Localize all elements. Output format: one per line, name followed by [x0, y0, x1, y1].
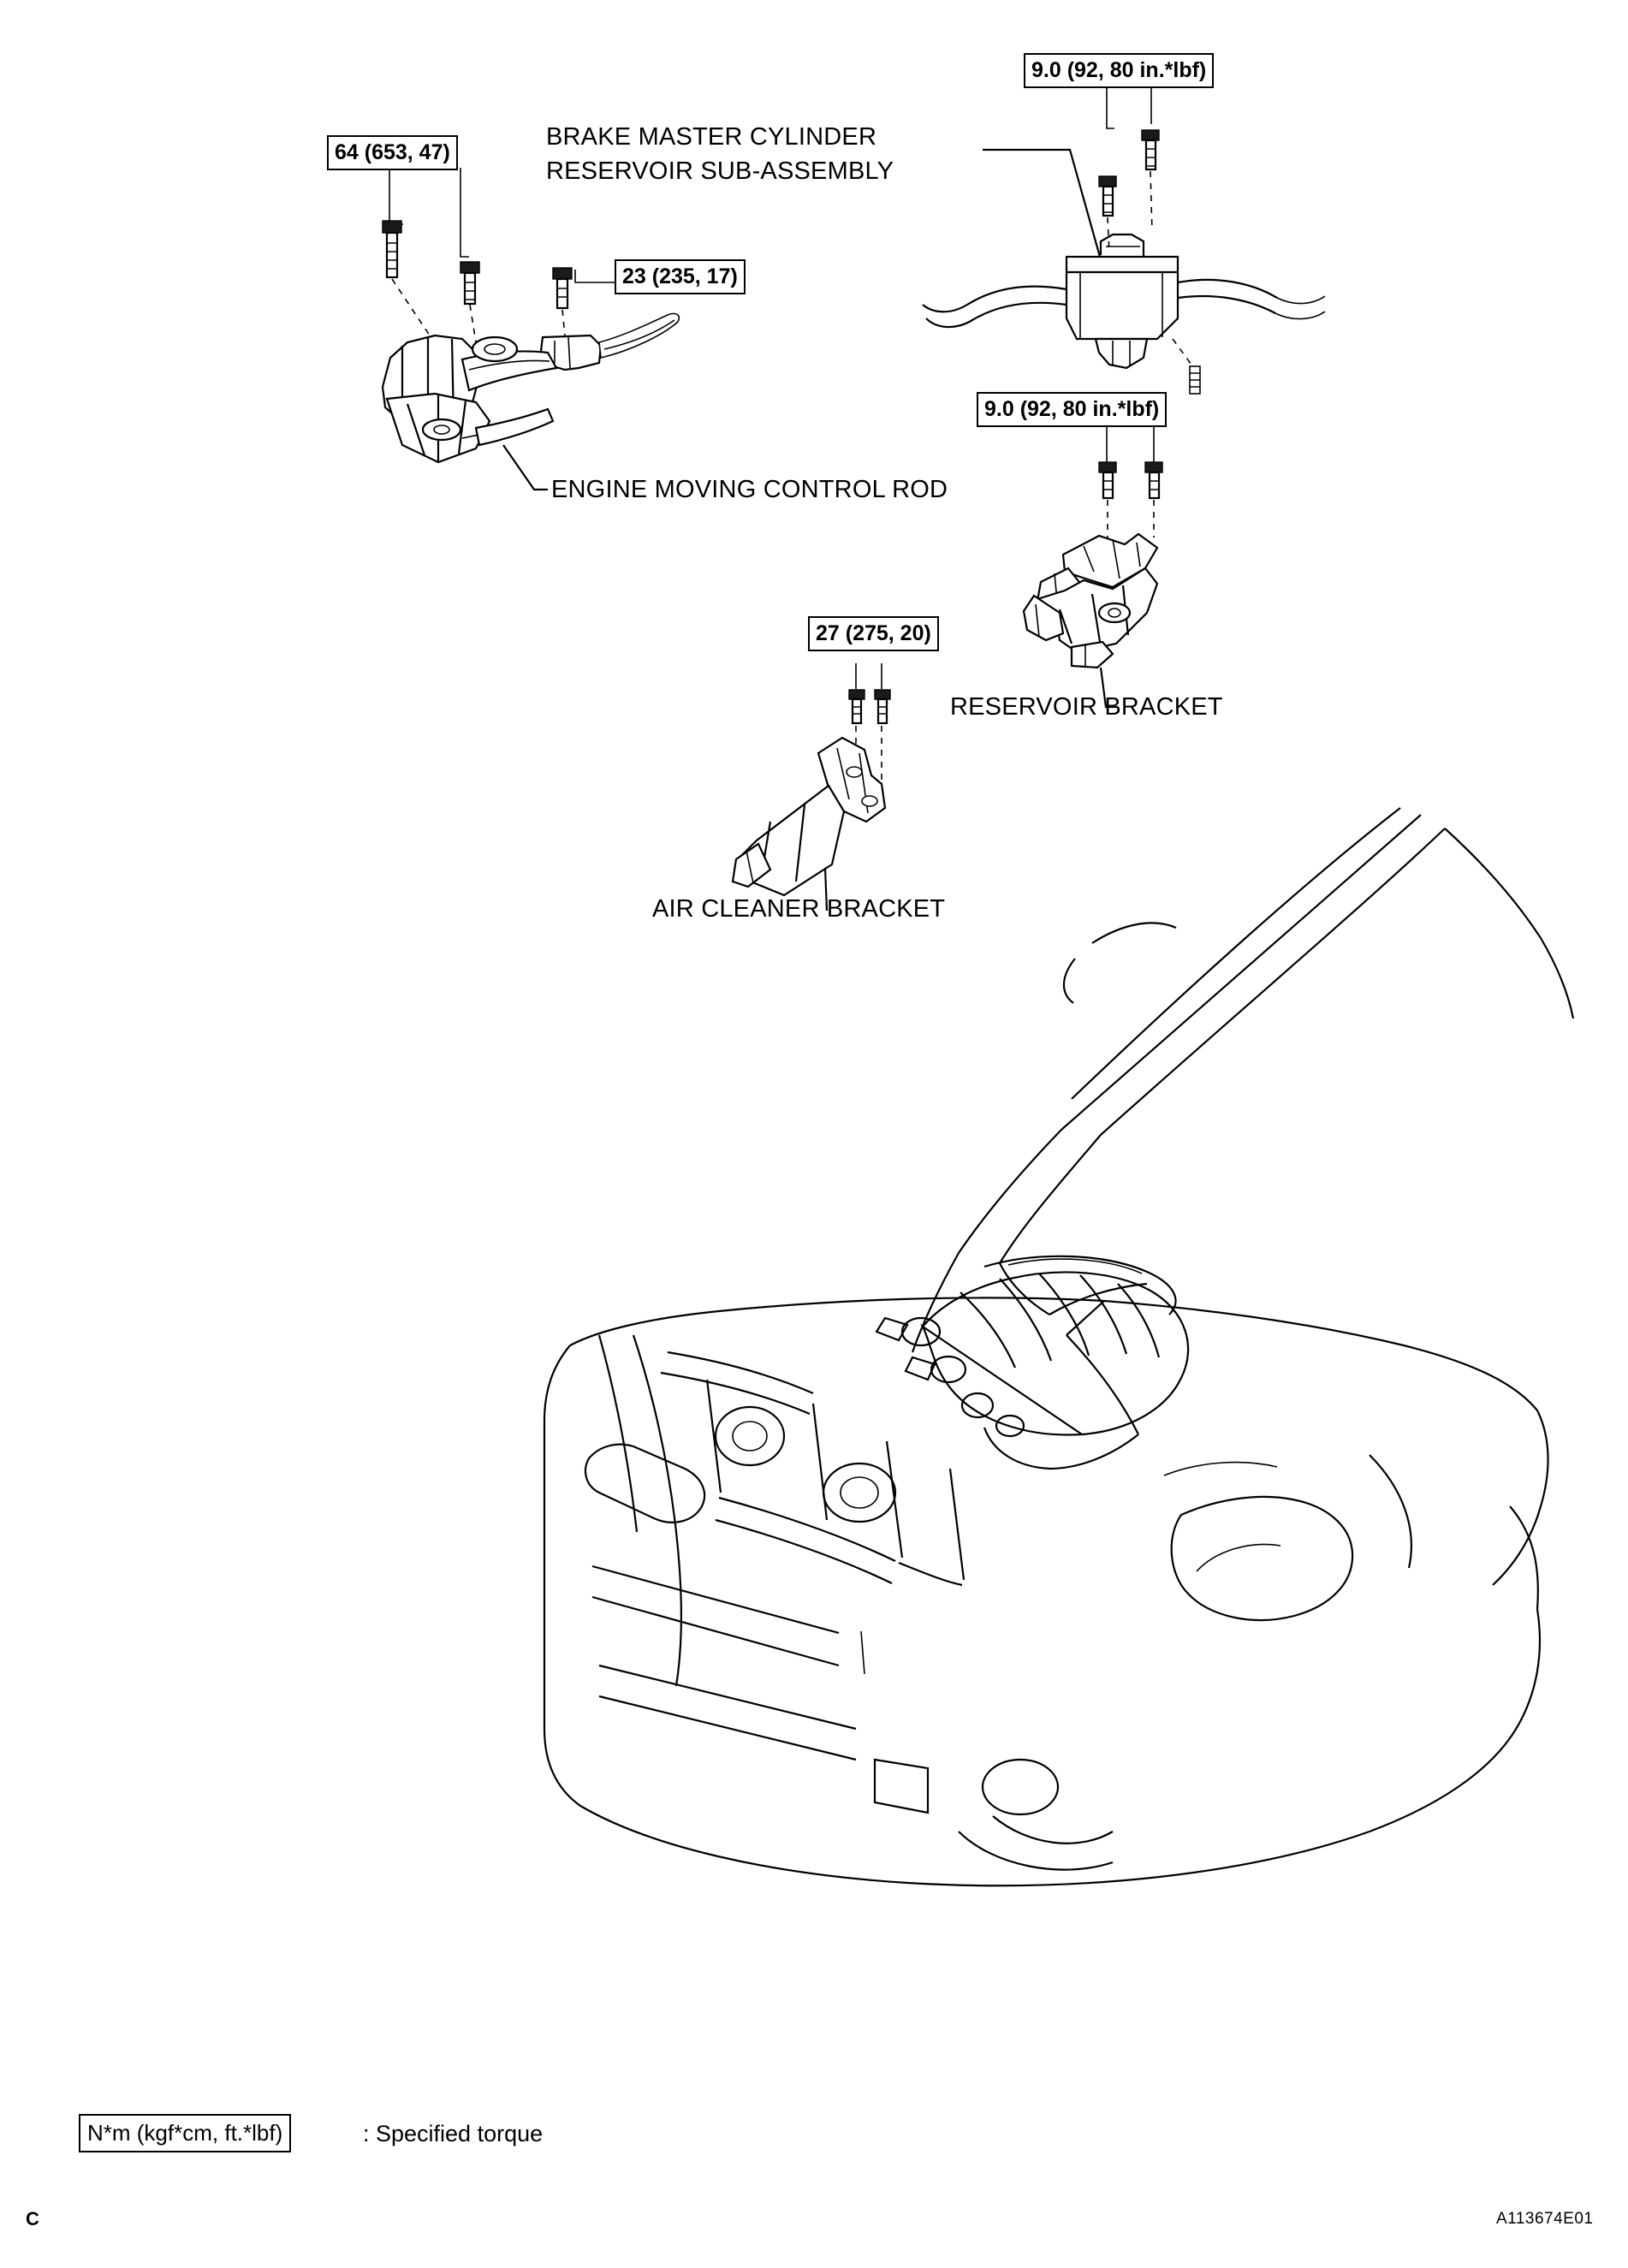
stud-reservoir-right — [1190, 366, 1200, 394]
legend-torque-description: : Specified torque — [363, 2121, 544, 2146]
label-reservoir-bracket: RESERVOIR BRACKET — [950, 693, 1223, 721]
torque-callout-64: 64 (653, 47) — [327, 135, 458, 170]
vehicle-front-illustration — [544, 808, 1573, 1885]
bolt-23 — [553, 268, 572, 308]
air-cleaner-bracket-part — [733, 738, 885, 895]
page-corner-mark: C — [26, 2208, 39, 2229]
label-brake-master-cylinder-line1: BRAKE MASTER CYLINDER — [546, 123, 877, 151]
engine-moving-control-rod-part — [383, 335, 556, 462]
torque-callout-90-top: 9.0 (92, 80 in.*lbf) — [1024, 53, 1214, 88]
label-engine-moving-control-rod: ENGINE MOVING CONTROL ROD — [551, 476, 948, 503]
torque-callout-90-mid: 9.0 (92, 80 in.*lbf) — [977, 392, 1167, 427]
label-brake-master-cylinder-line2: RESERVOIR SUB-ASSEMBLY — [546, 157, 894, 185]
figure-id: A113674E01 — [1496, 2210, 1594, 2228]
legend-torque-unit-box: N*m (kgf*cm, ft.*lbf) — [79, 2114, 291, 2152]
torque-callout-27: 27 (275, 20) — [808, 616, 939, 651]
bolt-90-top-right — [1142, 130, 1159, 169]
control-rod-bracket-piece — [541, 313, 679, 370]
bolt-90-mid-left — [1099, 462, 1116, 498]
reservoir-sub-assembly-part — [923, 235, 1325, 368]
bolt-64-short — [460, 262, 479, 304]
bolt-27-left — [849, 690, 865, 723]
bolt-64-long — [383, 221, 401, 277]
label-air-cleaner-bracket: AIR CLEANER BRACKET — [652, 895, 946, 923]
bolt-27-right — [875, 690, 890, 723]
reservoir-bracket-part — [1024, 534, 1157, 668]
torque-callout-23: 23 (235, 17) — [615, 259, 746, 294]
bolt-90-top-left — [1099, 176, 1116, 216]
bolt-90-mid-right — [1145, 462, 1162, 498]
